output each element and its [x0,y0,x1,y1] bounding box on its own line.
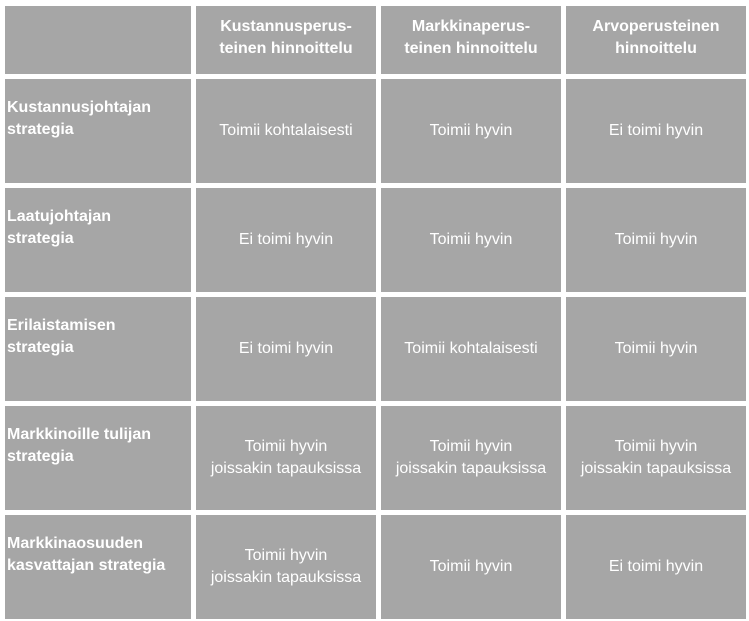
table-cell: Toimii hyvin joissakin tapauksissa [196,515,376,619]
table-cell: Toimii hyvin joissakin tapauksissa [566,406,746,510]
table-cell: Ei toimi hyvin [566,515,746,619]
table-cell: Toimii hyvin [566,297,746,401]
table-cell: Ei toimi hyvin [566,79,746,183]
row-header-market-entrant: Markkinoille tulijan strategia [5,406,191,510]
column-header-cost-based: Kustannusperus- teinen hinnoittelu [196,6,376,74]
table-cell: Toimii hyvin joissakin tapauksissa [381,406,561,510]
table-cell: Toimii kohtalaisesti [381,297,561,401]
column-header-value-based: Arvoperusteinen hinnoittelu [566,6,746,74]
table-cell: Toimii hyvin [381,188,561,292]
pricing-strategy-table [5,6,746,619]
row-header-differentiation: Erilaistamisen strategia [5,297,191,401]
table-cell: Toimii kohtalaisesti [196,79,376,183]
table-cell: Toimii hyvin [566,188,746,292]
table-cell: Toimii hyvin [381,515,561,619]
column-header-market-based: Markkinaperus- teinen hinnoittelu [381,6,561,74]
table-cell: Ei toimi hyvin [196,297,376,401]
row-header-cost-leader: Kustannusjohtajan strategia [5,79,191,183]
row-header-quality-leader: Laatujohtajan strategia [5,188,191,292]
table-corner-cell [5,6,191,74]
table-cell: Toimii hyvin [381,79,561,183]
table-cell: Ei toimi hyvin [196,188,376,292]
table-cell: Toimii hyvin joissakin tapauksissa [196,406,376,510]
row-header-market-share-grower: Markkinaosuuden kasvattajan strategia [5,515,191,619]
